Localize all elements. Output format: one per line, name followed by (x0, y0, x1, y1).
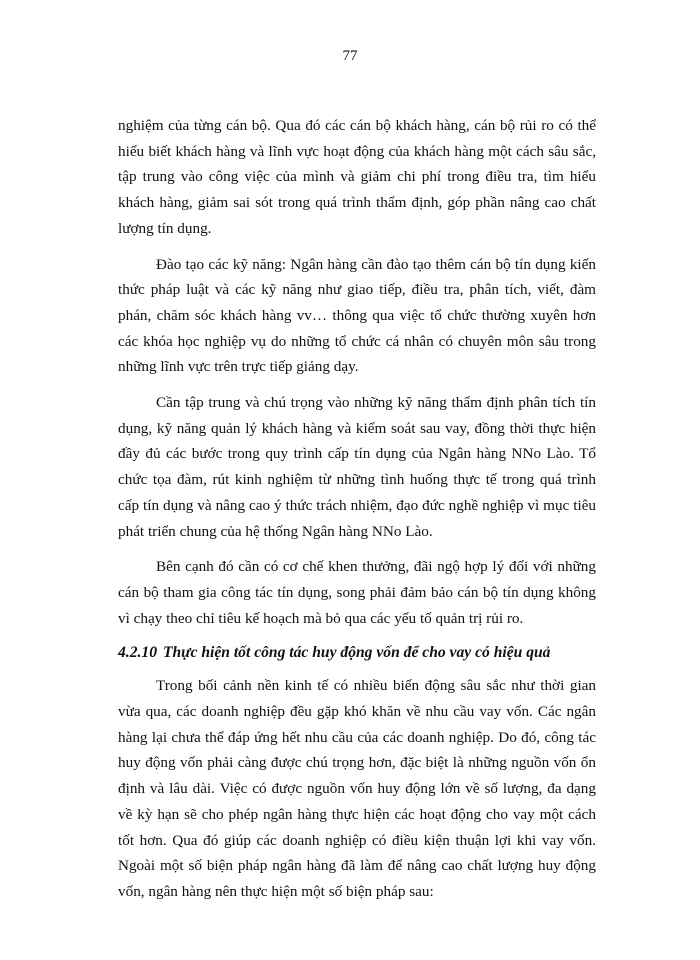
page-number: 77 (342, 48, 358, 64)
paragraph-reward-mechanism: Bên cạnh đó cần có cơ chế khen thưởng, đãi ngộ hợp lý đối với những cán bộ tham gia công tác tín dụng, song phải đảm bảo cán bộ tín dụng không vì chạy theo chỉ tiêu kế hoạch mà bỏ qua các yếu tố quản trị rủi ro. (118, 558, 596, 627)
paragraph-continuation: nghiệm của từng cán bộ. Qua đó các cán bộ khách hàng, cán bộ rủi ro có thể hiểu biết khách hàng và lĩnh vực hoạt động của khách hàng một cách sâu sắc, tập trung vào công việc của mình và giảm chi phí trong điều tra, tìm hiểu khách hàng, giảm sai sót trong quá trình thẩm định, góp phần nâng cao chất lượng tín dụng. (118, 117, 596, 237)
paragraph-appraisal-skills: Cần tập trung và chú trọng vào những kỹ năng thẩm định phân tích tín dụng, kỹ năng quản lý khách hàng và kiểm soát sau vay, đồng thời thực hiện đầy đủ các bước trong quy trình cấp tín dụng của Ngân hàng NNo Lào. Tổ chức tọa đàm, rút kinh nghiệm từ những tình huống thực tế trong quá trình cấp tín dụng và nâng cao ý thức trách nhiệm, đạo đức nghề nghiệp vì mục tiêu phát triển chung của hệ thống Ngân hàng NNo Lào. (118, 394, 596, 540)
paragraph-skills-training: Đào tạo các kỹ năng: Ngân hàng cần đào tạo thêm cán bộ tín dụng kiến thức pháp luật và các kỹ năng như giao tiếp, điều tra, phân tích, viết, đàm phán, chăm sóc khách hàng vv… thông qua việc tổ chức thường xuyên hơn các khóa học nghiệp vụ do những tổ chức cá nhân có chuyên môn sâu trong những lĩnh vực trên trực tiếp giảng dạy. (118, 255, 596, 376)
section-title: Thực hiện tốt công tác huy động vốn để cho vay có hiệu quả (162, 644, 551, 662)
page-body (118, 113, 596, 915)
section-heading (118, 641, 596, 665)
paragraph-capital-mobilization: Trong bối cảnh nền kinh tế có nhiều biến động sâu sắc như thời gian vừa qua, các doanh nghiệp đều gặp khó khăn về nhu cầu vay vốn. Các ngân hàng lại chưa thể đáp ứng hết nhu cầu của các doanh nghiệp. Do đó, công tác huy động vốn phải càng được chú trọng hơn, đặc biệt là những nguồn vốn ổn định và lâu dài. Việc có được nguồn vốn huy động lớn về số lượng, đa dạng về kỳ hạn sẽ cho phép ngân hàng thực hiện các hoạt động cho vay một cách tốt hơn. Qua đó giúp các doanh nghiệp có điều kiện thuận lợi khi vay vốn. Ngoài một số biện pháp ngân hàng đã làm để nâng cao chất lượng huy động vốn, ngân hàng nên thực hiện một số biện pháp sau: (118, 677, 596, 900)
section-number: 4.2.10 (118, 644, 157, 662)
